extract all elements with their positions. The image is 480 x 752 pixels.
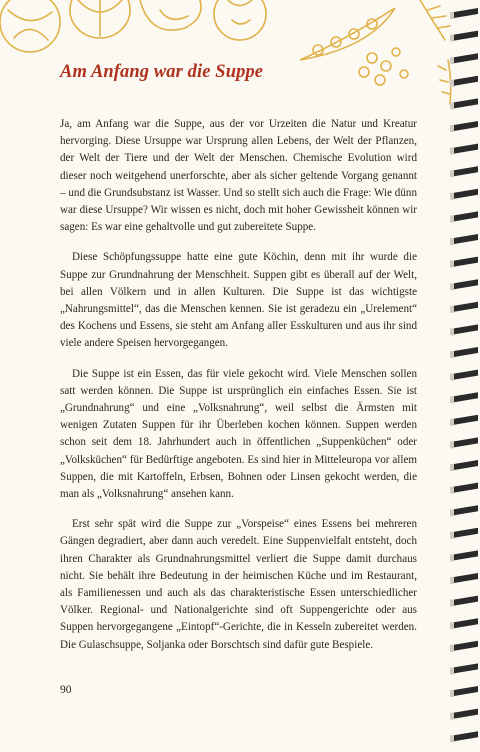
spiral-hole	[450, 690, 454, 697]
spiral-coil	[454, 234, 478, 244]
spiral-hole	[450, 396, 454, 403]
spiral-hole	[450, 12, 454, 19]
spiral-coil	[454, 121, 478, 131]
spiral-hole	[450, 57, 454, 64]
spiral-coil	[454, 189, 478, 199]
spiral-coil	[454, 505, 478, 515]
spiral-hole	[450, 622, 454, 629]
spiral-hole	[450, 328, 454, 335]
spiral-hole	[450, 667, 454, 674]
spiral-hole	[450, 577, 454, 584]
spiral-hole	[450, 532, 454, 539]
page-title: Am Anfang war die Suppe	[60, 62, 264, 82]
spiral-hole	[450, 148, 454, 155]
spiral-coil	[454, 211, 478, 221]
spiral-hole	[450, 306, 454, 313]
spiral-coil	[454, 550, 478, 560]
spiral-hole	[450, 125, 454, 132]
spiral-coil	[454, 437, 478, 447]
spiral-hole	[450, 487, 454, 494]
spiral-coil	[454, 302, 478, 312]
spiral-hole	[450, 283, 454, 290]
spiral-hole	[450, 35, 454, 42]
spiral-coil	[454, 324, 478, 334]
spiral-hole	[450, 215, 454, 222]
spiral-coil	[454, 8, 478, 18]
spiral-coil	[454, 144, 478, 154]
paragraph: Diese Schöpfungssuppe hatte eine gute Köchin, denn mit ihr wurde die Suppe zur Grundnahrung der Menschheit. Suppen gibt es überall auf der Welt, bei allen Völkern und in allen Kulturen. Die Suppe ist das wichtigste „Nahrungsmittel“, das die Menschen kennen. Sie ist geradezu ein „Urelement“ des Kochens und Essens, sie steht am Anfang aller Esskulturen und aus ihr sind viele andere Speisen hervorgegangen.	[60, 251, 417, 350]
paragraph: Erst sehr spät wird die Suppe zur „Vorspeise“ eines Essens bei mehreren Gängen degradiert, aber dann auch veredelt. Eine Suppenvielfalt entsteht, doch ihren Charakter als Grundnahrungsmittel verliert die Suppe damit durchaus nicht. Sie behält ihre Bedeutung in der heimischen Küche und im Restaurant, als Familienessen und auch als das charakteristische Essen unterschiedlicher Völker. Regional- und Nationalgerichte sind oft Suppengerichte oder aus Suppen hervorgegangene „Eintopf“-Gerichte, die in Kesseln zubereitet werden. Die Gulaschsuppe, Soljanka oder Borschtsch sind dafür gute Bespiele.	[60, 518, 417, 651]
spiral-coil	[454, 573, 478, 583]
spiral-hole	[450, 441, 454, 448]
spiral-coil	[454, 596, 478, 606]
spiral-coil	[454, 641, 478, 651]
spiral-coil	[454, 709, 478, 719]
spiral-hole	[450, 464, 454, 471]
spiral-coil	[454, 663, 478, 673]
spiral-coil	[454, 415, 478, 425]
spiral-hole	[450, 374, 454, 381]
paragraph: Ja, am Anfang war die Suppe, aus der vor Urzeiten die Natur und Kreatur hervorging. Diese Ursuppe war Ursprung allen Lebens, der Welt der Pflanzen, der Welt der Tiere und der Welt der Menschen. Chemische Evolution wird dieser noch weitgehend unerforschte, aber als sicher geltende Vorgang genannt – und die Grundsubstanz ist Wasser. Und so stellt sich auch die Frage: Wie dünn war diese Ursuppe? Wir wissen es nicht, doch mit hoher Gewissheit können wir sagen: Es war eine gehaltvolle und gut zubereitete Suppe.	[60, 118, 417, 234]
spiral-hole	[450, 80, 454, 87]
paragraph: Die Suppe ist ein Essen, das für viele gekocht wird. Viele Menschen sollen satt werden können. Die Suppe ist ursprünglich ein einfaches Essen. Sie ist „Grundnahrung“ und eine „Volksnahrung“, weil selbst die Ärmsten mit wenigen Zutaten Suppen für ihr Überleben kochen können. Suppen werden schon seit dem 18. Jahrhundert auch in öffentlichen „Suppenküchen“ oder „Volksküchen“ für Bedürftige angeboten. Es sind hier in Mitteleuropa vor allem Suppen, die mit Kartoffeln, Erbsen, Bohnen oder Linsen gekocht werden, die man als „Volksnahrung“ ansehen kann.	[60, 367, 417, 501]
spiral-hole	[450, 351, 454, 358]
spiral-coil	[454, 528, 478, 538]
spiral-coil	[454, 76, 478, 86]
spiral-hole	[450, 509, 454, 516]
spiral-hole	[450, 419, 454, 426]
spiral-hole	[450, 600, 454, 607]
spiral-coil	[454, 460, 478, 470]
page-number: 90	[60, 684, 72, 696]
spiral-coil	[454, 257, 478, 267]
spiral-hole	[450, 170, 454, 177]
spiral-hole	[450, 193, 454, 200]
spiral-hole	[450, 713, 454, 720]
spiral-coil	[454, 618, 478, 628]
vegetable-illustration	[0, 0, 480, 110]
article-body	[60, 116, 417, 667]
spiral-coil	[454, 279, 478, 289]
spiral-hole	[450, 645, 454, 652]
spiral-coil	[454, 166, 478, 176]
spiral-coil	[454, 483, 478, 493]
spiral-hole	[450, 554, 454, 561]
spiral-coil	[454, 392, 478, 402]
spiral-coil	[454, 98, 478, 108]
spiral-hole	[450, 261, 454, 268]
spiral-coil	[454, 686, 478, 696]
spiral-coil	[454, 53, 478, 63]
spiral-hole	[450, 238, 454, 245]
spiral-coil	[454, 370, 478, 380]
spiral-coil	[454, 731, 478, 741]
spiral-hole	[450, 735, 454, 742]
spiral-binding	[448, 0, 480, 752]
spiral-coil	[454, 347, 478, 357]
spiral-hole	[450, 102, 454, 109]
spiral-coil	[454, 31, 478, 41]
